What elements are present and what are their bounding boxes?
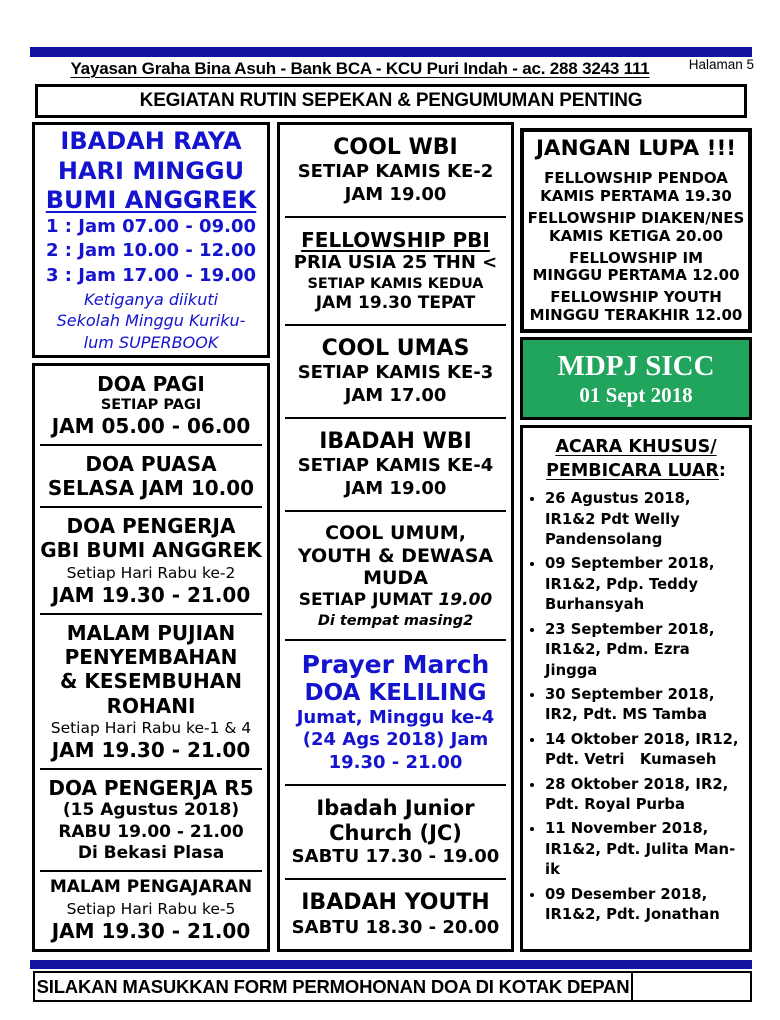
- cool-umum-note: Di tempat masing2: [317, 612, 474, 629]
- page-title: KEGIATAN RUTIN SEPEKAN & PENGUMUMAN PENTING: [35, 84, 747, 118]
- divider: [285, 510, 506, 512]
- service-time-1: 1 : Jam 07.00 - 09.00: [46, 216, 256, 238]
- cool-umum-line2: YOUTH & DEWASA: [297, 544, 494, 567]
- doa-pengerja-r5-place: Di Bekasi Plasa: [77, 842, 225, 863]
- weekly-prayer-box: [32, 363, 270, 952]
- divider: [40, 444, 262, 446]
- speaker-item: • 28 Oktober 2018, IR2, Pdt. Royal Purba: [545, 775, 745, 816]
- doa-puasa-title: DOA PUASA: [85, 451, 217, 476]
- prayer-march-line3: 19.30 - 21.00: [328, 751, 463, 773]
- prayer-march-line1: Jumat, Minggu ke-4: [296, 706, 495, 728]
- cool-umum-line1: COOL UMUM,: [325, 521, 466, 544]
- fellowship-time: KAMIS PERTAMA 19.30: [540, 187, 732, 206]
- malam-pujian-line4: ROHANI: [106, 693, 196, 718]
- doa-pagi-sub: SETIAP PAGI: [100, 397, 202, 414]
- fellowship-time: MINGGU PERTAMA 12.00: [532, 266, 740, 285]
- divider: [285, 784, 506, 786]
- speaker-item: • 11 November 2018, IR1&2, Pdt. Julita Man-ik: [545, 819, 745, 880]
- jangan-lupa-title: JANGAN LUPA !!!: [535, 136, 737, 162]
- weekly-activities-box: [277, 122, 514, 952]
- ibadah-raya-title-line1: IBADAH RAYA: [60, 126, 242, 155]
- prayer-form-notice: SILAKAN MASUKKAN FORM PERMOHONAN DOA DI KOTAK DEPAN: [35, 973, 633, 1000]
- fellowship-name: FELLOWSHIP PENDOA: [544, 169, 728, 188]
- doa-pengerja-title2: GBI BUMI ANGGREK: [40, 538, 262, 563]
- doa-pengerja-r5-section: [35, 776, 267, 864]
- malam-pujian-sub: Setiap Hari Rabu ke-1 & 4: [50, 719, 252, 738]
- cool-umum-time: 19.00: [438, 590, 493, 611]
- ibadah-raya-venue: BUMI ANGGREK: [45, 186, 257, 215]
- doa-pagi-time: JAM 05.00 - 06.00: [51, 414, 251, 439]
- divider: [285, 417, 506, 419]
- service-time-2: 2 : Jam 10.00 - 12.00: [46, 240, 256, 262]
- acara-khusus-heading: [523, 436, 749, 483]
- malam-pujian-time: JAM 19.30 - 21.00: [51, 738, 251, 763]
- malam-pujian-line2: PENYEMBAHAN: [64, 644, 238, 669]
- speaker-item: • 14 Oktober 2018, IR12, Pdt. Vetri Kumaseh: [545, 730, 745, 771]
- acara-heading-line1: ACARA KHUSUS/: [555, 437, 717, 457]
- prayer-march-title2: DOA KELILING: [304, 680, 487, 707]
- malam-pengajaran-sub: Setiap Hari Rabu ke-5: [66, 899, 236, 918]
- ibadah-youth-section: [280, 890, 511, 939]
- cool-wbi-title: COOL WBI: [333, 134, 458, 160]
- cool-wbi-sub: SETIAP KAMIS KE-2: [297, 161, 494, 183]
- doa-pengerja-r5-date: (15 Agustus 2018): [62, 800, 240, 821]
- divider: [40, 870, 262, 872]
- bottom-accent-bar: [30, 960, 752, 969]
- cool-umum-schedule: [280, 590, 511, 611]
- doa-pengerja-sub: Setiap Hari Rabu ke-2: [66, 563, 236, 582]
- fellowship-name: FELLOWSHIP YOUTH: [550, 288, 722, 307]
- speaker-item: • 26 Agustus 2018, IR1&2 Pdt Welly Pandensolang: [545, 489, 745, 550]
- acara-heading-line2-text: PEMBICARA LUAR: [546, 460, 719, 481]
- cool-umum-section: [280, 522, 511, 630]
- page-number: Halaman 5: [688, 57, 754, 72]
- divider: [285, 324, 506, 326]
- jangan-lupa-box: [520, 128, 752, 333]
- footer-box: [33, 971, 752, 1002]
- malam-pujian-line3: & KESEMBUHAN: [60, 669, 242, 694]
- malam-pujian-line1: MALAM PUJIAN: [66, 620, 236, 645]
- divider: [285, 216, 506, 218]
- top-accent-bar: [30, 47, 752, 57]
- fellowship-pendoa-item: [524, 170, 748, 205]
- sunday-school-note: [35, 289, 267, 354]
- malam-pengajaran-title: MALAM PENGAJARAN: [49, 877, 253, 898]
- prayer-march-line2: (24 Ags 2018) Jam: [302, 729, 489, 750]
- fellowship-name: FELLOWSHIP DIAKEN/NES: [527, 209, 745, 228]
- doa-pengerja-time: JAM 19.30 - 21.00: [51, 582, 251, 607]
- speaker-item: • 23 September 2018, IR1&2, Pdm. Ezra Jingga: [545, 620, 745, 681]
- speaker-item: • 30 September 2018, IR2, Pdt. MS Tamba: [545, 685, 745, 726]
- ibadah-raya-box: [32, 122, 270, 358]
- divider: [40, 613, 262, 615]
- fellowship-pbi-title: FELLOWSHIP PBI: [301, 227, 490, 252]
- cool-umum-day: SETIAP JUMAT: [298, 590, 439, 611]
- cool-umas-time: JAM 17.00: [344, 384, 447, 406]
- fellowship-pbi-line1: PRIA USIA 25 THN <: [293, 252, 498, 274]
- doa-puasa-time: SELASA JAM 10.00: [47, 476, 255, 501]
- acara-heading-line2: [523, 460, 749, 484]
- fellowship-youth-item: [524, 289, 748, 324]
- service-time-3: 3 : Jam 17.00 - 19.00: [46, 264, 256, 286]
- fellowship-diaken-item: [524, 210, 748, 245]
- junior-church-line1: Ibadah Junior: [316, 795, 475, 820]
- fellowship-pbi-section: [280, 228, 511, 314]
- cool-wbi-time: JAM 19.00: [344, 183, 447, 205]
- mdpj-sicc-banner: [520, 337, 752, 420]
- mdpj-date: 01 Sept 2018: [579, 383, 693, 408]
- fellowship-time: KAMIS KETIGA 20.00: [548, 226, 724, 245]
- ibadah-youth-title: IBADAH YOUTH: [301, 890, 490, 916]
- note-line-2: Sekolah Minggu Kuriku-: [56, 311, 246, 331]
- doa-pagi-title: DOA PAGI: [97, 371, 205, 396]
- ibadah-youth-time: SABTU 18.30 - 20.00: [291, 916, 500, 938]
- footer-empty-cell: [633, 973, 750, 1000]
- divider: [285, 878, 506, 880]
- ibadah-wbi-sub: SETIAP KAMIS KE-4: [297, 455, 494, 477]
- cool-umas-sub: SETIAP KAMIS KE-3: [297, 362, 494, 384]
- doa-pengerja-r5-time: RABU 19.00 - 21.00: [58, 821, 244, 842]
- prayer-march-title1: Prayer March: [301, 650, 490, 680]
- ibadah-wbi-section: [280, 429, 511, 500]
- malam-pengajaran-time: JAM 19.30 - 21.00: [51, 918, 251, 943]
- ibadah-wbi-title: IBADAH WBI: [319, 428, 472, 454]
- bank-account-line: Yayasan Graha Bina Asuh - Bank BCA - KCU Puri Indah - ac. 288 3243 111: [70, 59, 650, 78]
- cool-umas-section: [280, 336, 511, 407]
- divider: [285, 639, 506, 641]
- note-line-1: Ketiganya diikuti: [83, 289, 219, 309]
- speaker-list: [523, 489, 749, 925]
- fellowship-im-item: [524, 250, 748, 285]
- junior-church-time: SABTU 17.30 - 19.00: [291, 846, 500, 868]
- speaker-item: • 09 Desember 2018, IR1&2, Pdt. Jonathan: [545, 885, 745, 926]
- ibadah-raya-title-line2: HARI MINGGU: [57, 156, 245, 185]
- fellowship-time: MINGGU TERAKHIR 12.00: [529, 306, 743, 325]
- fellowship-name: FELLOWSHIP IM: [568, 248, 704, 267]
- doa-pengerja-r5-title: DOA PENGERJA R5: [48, 776, 254, 800]
- prayer-march-section: [280, 651, 511, 774]
- acara-khusus-box: [520, 425, 752, 952]
- fellowship-pbi-time: JAM 19.30 TEPAT: [315, 292, 476, 313]
- acara-heading-colon: :: [718, 460, 726, 481]
- cool-umas-title: COOL UMAS: [321, 335, 470, 361]
- fellowship-pbi-line2: SETIAP KAMIS KEDUA: [307, 275, 484, 292]
- speaker-item: • 09 September 2018, IR1&2, Pdp. Teddy Burhansyah: [545, 554, 745, 615]
- cool-umum-line3: MUDA: [363, 567, 428, 590]
- junior-church-section: [280, 796, 511, 869]
- malam-pujian-section: [35, 621, 267, 763]
- doa-pengerja-title1: DOA PENGERJA: [66, 513, 236, 538]
- doa-pengerja-section: [35, 514, 267, 607]
- doa-puasa-section: [35, 452, 267, 501]
- doa-pagi-section: [35, 372, 267, 439]
- junior-church-line2: Church (JC): [329, 820, 462, 845]
- divider: [40, 506, 262, 508]
- divider: [40, 768, 262, 770]
- mdpj-title: MDPJ SICC: [557, 349, 715, 382]
- malam-pengajaran-section: [35, 877, 267, 943]
- cool-wbi-section: [280, 135, 511, 206]
- ibadah-wbi-time: JAM 19.00: [344, 477, 447, 499]
- note-line-3: lum SUPERBOOK: [83, 332, 219, 352]
